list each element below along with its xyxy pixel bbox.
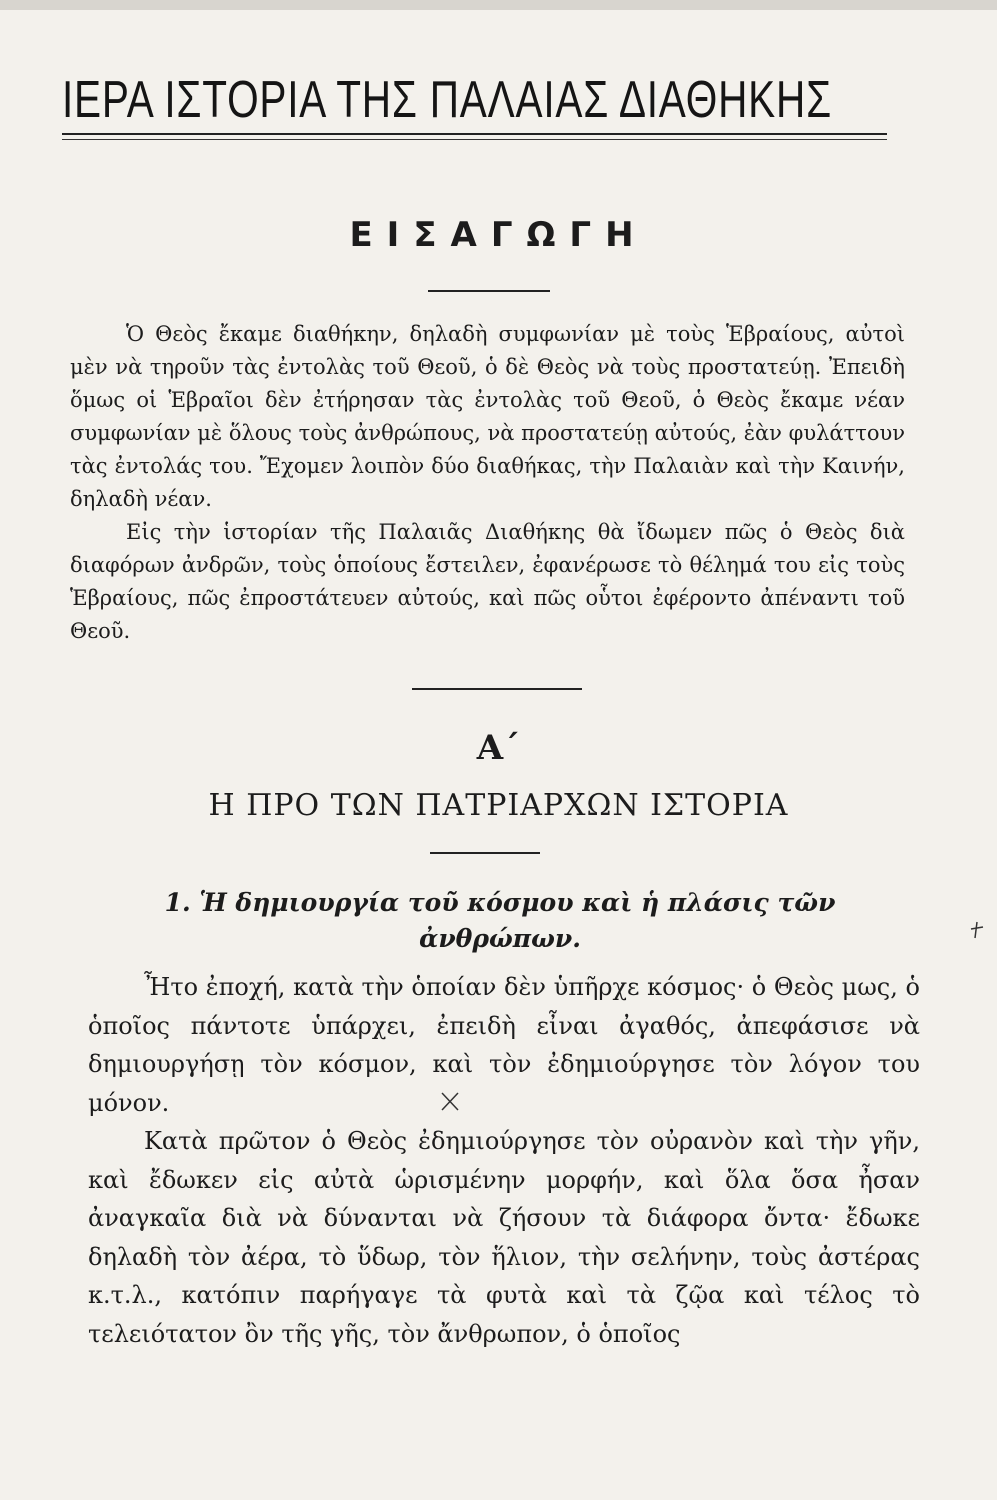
intro-paragraph: Ὁ Θεὸς ἔκαμε διαθήκην, δηλαδὴ συμφωνίαν μὲ τοὺς Ἑβραίους, αὐτοὶ μὲν νὰ τηροῦν τὰς ἐντολὰς τοῦ Θεοῦ, ὁ δὲ Θεὸς νὰ τοὺς προστατεύῃ. Ἐπειδὴ ὅμως οἱ Ἑβραῖοι δὲν ἐτήρησαν τὰς ἐντολὰς τοῦ Θεοῦ, ὁ Θεὸς ἔκαμε νέαν συμφωνίαν μὲ ὅλους τοὺς ἀνθρώπους, νὰ προστατεύῃ αὐτούς, ἐὰν φυλάττουν τὰς ἐντολάς του. Ἔχομεν λοιπὸν δύο διαθήκας, τὴν Παλαιὰν καὶ τὴν Καινήν, δηλαδὴ νέαν. (70, 322, 905, 511)
intro-paragraph: Εἰς τὴν ἱστορίαν τῆς Παλαιᾶς Διαθήκης θὰ ἴδωμεν πῶς ὁ Θεὸς διὰ διαφόρων ἀνδρῶν, τοὺς ὁποίους ἔστειλεν, ἐφανέρωσε τὸ θέλημά του εἰς τοὺς Ἑβραίους, πῶς ἐπροστάτευεν αὐτούς, καὶ πῶς οὗτοι ἐφέροντο ἀπέναντι τοῦ Θεοῦ. (70, 520, 905, 643)
part-letter: Α΄ (476, 728, 521, 768)
title-underline-thin (62, 139, 887, 140)
divider-rule (412, 688, 582, 690)
divider-rule (430, 852, 540, 854)
chapter-body (88, 968, 920, 1353)
chapter-title: 1. Ἡ δημιουργία τοῦ κόσμου καὶ ἡ πλάσις τῶν ἀνθρώπων. (164, 888, 836, 953)
running-title: ΙΕΡΑ ΙΣΤΟΡΙΑ ΤΗΣ ΠΑΛΑΙΑΣ ΔΙΑΘΗΚΗΣ (62, 71, 832, 129)
scan-edge (0, 0, 997, 10)
divider-rule (428, 290, 550, 292)
title-underline (62, 133, 887, 135)
cross-mark-icon (440, 1090, 460, 1112)
body-paragraph: Κατὰ πρῶτον ὁ Θεὸς ἐδημιούργησε τὸν οὐρανὸν καὶ τὴν γῆν, καὶ ἔδωκεν εἰς αὐτὰ ὡρισμένην μορφήν, καὶ ὅλα ὅσα ἦσαν ἀναγκαῖα διὰ νὰ δύνανται νὰ ζήσουν τὰ διάφορα ὄντα· ἔδωκε δηλαδὴ τὸν ἀέρα, τὸ ὕδωρ, τὸν ἥλιον, τὴν σελήνην, τοὺς ἀστέρας κ.τ.λ., κατόπιν παρήγαγε τὰ φυτὰ καὶ τὰ ζῷα καὶ τέλος τὸ τελειότατον ὂν τῆς γῆς, τὸν ἄνθρωπον, ὁ ὁποῖος (88, 1127, 920, 1348)
section-heading: ΕΙΣΑΓΩΓΗ (349, 215, 648, 255)
intro-text (70, 318, 905, 648)
part-title: Η ΠΡΟ ΤΩΝ ΠΑΤΡΙΑΡΧΩΝ ΙΣΤΟΡΙΑ (208, 788, 789, 823)
body-paragraph: Ἦτο ἐποχή, κατὰ τὴν ὁποίαν δὲν ὑπῆρχε κόσμος· ὁ Θεὸς μως, ὁ ὁποῖος πάντοτε ὑπάρχει, ἐπειδὴ εἶναι ἀγαθός, ἀπεφάσισε νὰ δημιουργήσῃ τὸν κόσμον, καὶ τὸν ἐδημιούργησε τὸν λόγον του μόνον. (88, 973, 920, 1117)
pencil-mark-icon (970, 920, 984, 940)
